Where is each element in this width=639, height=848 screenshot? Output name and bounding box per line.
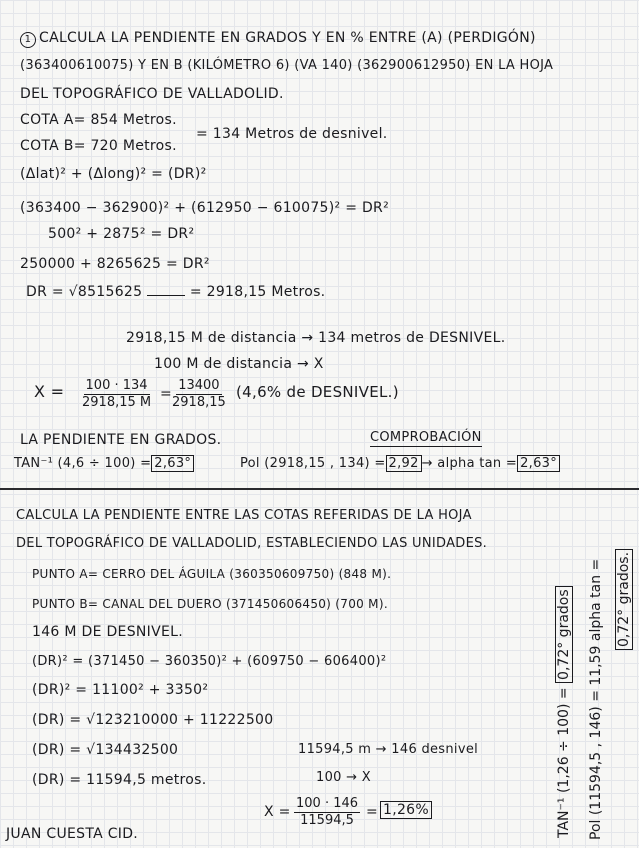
q2-eq-2: (DR)² = 11100² + 3350² xyxy=(32,682,209,698)
q2-eq-3 xyxy=(32,712,273,728)
q1-percent-result: (4,6% de DESNIVEL.) xyxy=(236,383,399,401)
q2-eq-3-sqrt: (DR) = √123210000 xyxy=(32,712,179,728)
q1-title-text-1: CALCULA LA PENDIENTE EN GRADOS Y EN % ENTRE (A) (PERDIGÓN) xyxy=(39,30,536,46)
side-tan-result: 0,72° grados xyxy=(555,586,573,683)
q1-fraction-1 xyxy=(82,378,151,411)
side-pol-line: Pol (11594,5 , 146) = 11,59 alpha tan = xyxy=(588,558,604,840)
comprobacion-label: COMPROBACIÓN xyxy=(370,430,482,445)
cota-a: COTA A= 854 Metros. xyxy=(20,112,177,128)
q2-frac-num: 100 · 146 xyxy=(296,796,359,811)
q1-frac2-num: 13400 xyxy=(178,378,220,393)
substitution-1: (363400 − 362900)² + (612950 − 610075)² = DR² xyxy=(20,200,389,216)
q1-desnivel: = 134 Metros de desnivel. xyxy=(196,126,388,142)
q1-number: 1 xyxy=(20,32,36,48)
pol-line xyxy=(240,456,560,472)
tan-inverse-expr: TAN⁻¹ (4,6 ÷ 100) = xyxy=(14,456,152,471)
rule-of-three-1: 2918,15 M de distancia → 134 metros de DESNIVEL. xyxy=(126,330,506,346)
q2-title-line-2: DEL TOPOGRÁFICO DE VALLADOLID, ESTABLECIENDO LAS UNIDADES. xyxy=(16,536,488,551)
q1-title-line-3: DEL TOPOGRÁFICO DE VALLADOLID. xyxy=(20,86,284,102)
q1-frac1-num: 100 · 134 xyxy=(85,378,148,393)
q2-eq-1: (DR)² = (371450 − 360350)² + (609750 − 606400)² xyxy=(32,654,387,669)
q2-rule-2: 100 → X xyxy=(316,770,371,785)
q2-frac-den: 11594,5 xyxy=(300,813,354,828)
q2-eq-3-rest: + 11222500 xyxy=(183,712,274,728)
q1-frac2-den: 2918,15 xyxy=(172,395,226,410)
q2-rule-1: 11594,5 m → 146 desnivel xyxy=(298,742,479,757)
q1-percent-text: 4,6% de DESNIVEL. xyxy=(242,383,393,401)
side-tan-expr: TAN⁻¹ (1,26 ÷ 100) = xyxy=(556,687,572,838)
section-divider xyxy=(0,488,639,490)
q2-desnivel: 146 M DE DESNIVEL. xyxy=(32,624,183,640)
q2-percent-result xyxy=(380,802,432,818)
q2-title-line-1: CALCULA LA PENDIENTE ENTRE LAS COTAS REFERIDAS DE LA HOJA xyxy=(16,508,472,523)
substitution-3: 250000 + 8265625 = DR² xyxy=(20,256,210,272)
alpha-tan-result: 2,63° xyxy=(517,455,560,472)
q1-title-line-2: (363400610075) Y EN B (KILÓMETRO 6) (VA 140) (362900612950) EN LA HOJA xyxy=(20,58,554,73)
punto-a: PUNTO A= CERRO DEL ÁGUILA (360350609750) (848 M). xyxy=(32,567,392,581)
q2-x-label: X = xyxy=(264,804,291,820)
q2-eq-5: (DR) = 11594,5 metros. xyxy=(32,772,207,788)
punto-b: PUNTO B= CANAL DEL DUERO (371450606450) (700 M). xyxy=(32,597,388,611)
tan-inverse-line xyxy=(14,456,194,472)
rule-of-three-2: 100 M de distancia → X xyxy=(154,356,324,372)
grados-label: LA PENDIENTE EN GRADOS. xyxy=(20,432,222,448)
q1-title-line-1 xyxy=(20,30,536,48)
pol-expr: Pol (2918,15 , 134) = xyxy=(240,456,386,471)
signature: JUAN CUESTA CID. xyxy=(6,826,139,842)
dr-result xyxy=(26,284,325,300)
q2-percent-box: 1,26% xyxy=(380,801,432,819)
q2-eq-4: (DR) = √134432500 xyxy=(32,742,179,758)
q1-equals: = xyxy=(160,386,173,402)
alpha-tan-label: → alpha tan = xyxy=(421,456,518,471)
q1-frac1-den: 2918,15 M xyxy=(82,395,152,410)
tan-inverse-result: 2,63° xyxy=(151,455,194,472)
side-pol-result-line xyxy=(616,549,632,650)
q2-equals: = xyxy=(366,804,379,820)
q2-fraction xyxy=(294,796,360,829)
q1-fraction-2 xyxy=(172,378,226,411)
cota-b: COTA B= 720 Metros. xyxy=(20,138,177,154)
q1-x-label: X = xyxy=(34,382,65,401)
dr-meters: = 2918,15 Metros. xyxy=(189,284,326,300)
pol-result: 2,92 xyxy=(386,455,422,472)
side-tan-line xyxy=(556,586,572,838)
substitution-2: 500² + 2875² = DR² xyxy=(48,226,195,242)
pythagoras-formula: (Δlat)² + (Δlong)² = (DR)² xyxy=(20,166,207,182)
dr-sqrt: DR = √8515625 xyxy=(26,284,143,300)
side-pol-result: 0,72° grados. xyxy=(615,549,633,650)
